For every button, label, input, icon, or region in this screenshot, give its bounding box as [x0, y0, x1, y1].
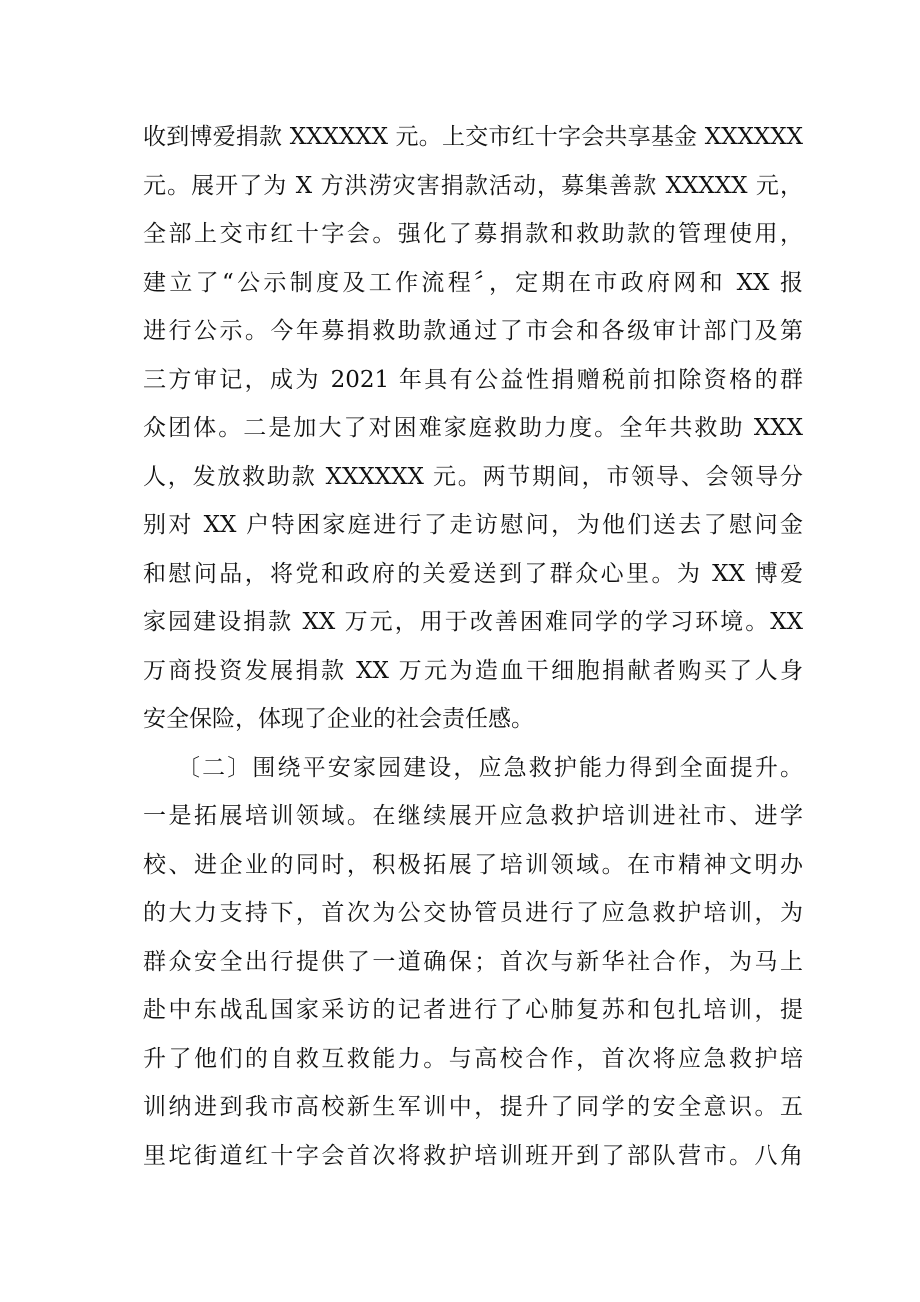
text-line: 众团体。二是加大了对困难家庭救助力度。全年共救助 XXX [143, 415, 803, 441]
section-heading-line: 〔二〕围绕平安家园建设，应急救护能力得到全面提升。 [177, 754, 803, 781]
text-line: 人，发放救助款 XXXXXX 元。两节期间，市领导、会领导分 [143, 463, 803, 490]
text-line: 和慰问品，将党和政府的关爱送到了群众心里。为 XX 博爱 [143, 560, 803, 587]
text-line: 全部上交市红十字会。强化了募捐款和救助款的管理使用， [143, 221, 803, 247]
text-line: 里坨街道红十字会首次将救护培训班开到了部队营市。八角 [143, 1142, 803, 1169]
text-line: 收到博爱捐款 XXXXXX 元。上交市红十字会共享基金 XXXXXX [143, 124, 803, 150]
text-line: 升了他们的自救互救能力。与高校合作，首次将应急救护培 [143, 1045, 803, 1072]
text-line: 万商投资发展捐款 XX 万元为造血干细胞捐献者购买了人身 [143, 657, 803, 684]
text-line: 一是拓展培训领域。在继续展开应急救护培训进社市、进学 [143, 803, 803, 829]
text-line: 三方审记，成为 2021 年具有公益性捐赠税前扣除资格的群 [143, 366, 803, 393]
text-line: 进行公示。今年募捐救助款通过了市会和各级审计部门及第 [143, 318, 803, 344]
text-line: 元。展开了为 X 方洪涝灾害捐款活动，募集善款 XXXXX 元， [143, 172, 803, 199]
text-line: 训纳进到我市高校新生军训中，提升了同学的安全意识。五 [143, 1094, 803, 1120]
paragraph-end-line: 安全保险，体现了企业的社会责任感。 [143, 706, 534, 732]
text-line: 校、进企业的同时，积极拓展了培训领域。在市精神文明办 [143, 851, 803, 878]
text-line: 别对 XX 户特困家庭进行了走访慰问，为他们送去了慰问金 [143, 512, 803, 538]
text-line: 建立了“公示制度及工作流程〞，定期在市政府网和 XX 报 [143, 269, 803, 296]
document-body [143, 113, 803, 1180]
text-line: 的大力支持下，首次为公交协管员进行了应急救护培训，为 [143, 900, 803, 926]
text-line: 家园建设捐款 XX 万元，用于改善困难同学的学习环境。XX [143, 609, 803, 635]
text-line: 赴中东战乱国家采访的记者进行了心肺复苏和包扎培训，提 [143, 997, 803, 1023]
text-line: 群众安全出行提供了一道确保；首次与新华社合作，为马上 [143, 948, 803, 975]
